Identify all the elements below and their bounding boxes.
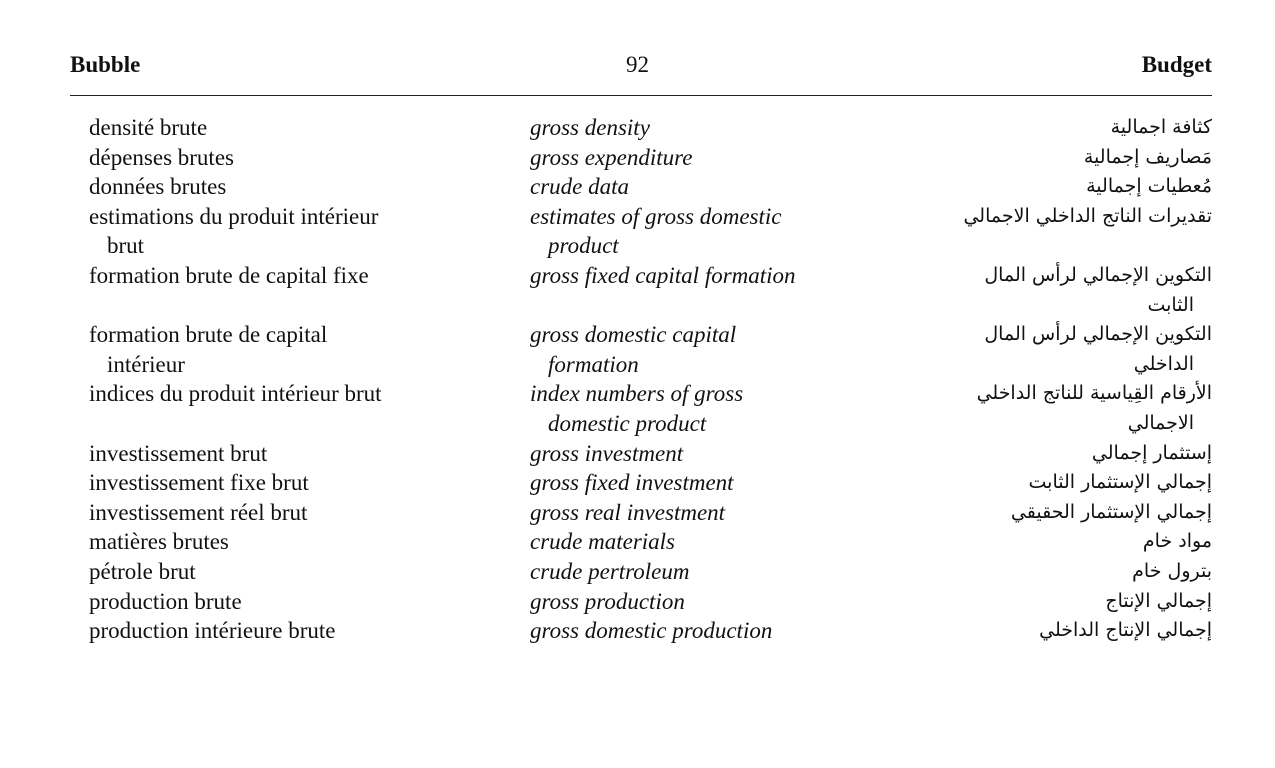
french-term-line: investissement brut bbox=[89, 440, 268, 466]
dictionary-entry bbox=[0, 261, 1275, 320]
english-term-line: formation bbox=[548, 351, 639, 377]
english-term-line: gross production bbox=[530, 588, 685, 614]
french-term bbox=[89, 616, 489, 646]
arabic-term-line: بترول خام bbox=[1132, 559, 1212, 582]
french-term-line: brut bbox=[107, 233, 145, 259]
dictionary-entry bbox=[0, 143, 1275, 173]
french-term-line: investissement réel brut bbox=[89, 499, 308, 525]
header-last-entry: Budget bbox=[1141, 52, 1212, 77]
arabic-term bbox=[882, 439, 1212, 469]
dictionary-entry bbox=[0, 172, 1275, 202]
french-term-line: estimations du produit intérieur bbox=[89, 203, 379, 229]
french-term bbox=[89, 379, 489, 409]
arabic-term bbox=[882, 616, 1212, 646]
arabic-term bbox=[882, 261, 1212, 320]
english-term-line: gross real investment bbox=[530, 499, 726, 525]
french-term-line: densité brute bbox=[89, 115, 208, 140]
english-term-line: crude materials bbox=[530, 529, 676, 555]
arabic-term bbox=[882, 527, 1212, 557]
english-term bbox=[530, 172, 860, 202]
english-term bbox=[530, 616, 860, 646]
arabic-term-line: مَصاريف إجمالية bbox=[1083, 145, 1212, 168]
dictionary-entry bbox=[0, 468, 1275, 498]
french-term bbox=[89, 320, 489, 379]
arabic-term-line: إجمالي الإنتاج bbox=[1105, 589, 1212, 612]
arabic-term-line: التكوين الإجمالي لرأس المال bbox=[984, 263, 1212, 286]
french-term-line: pétrole brut bbox=[89, 558, 196, 584]
french-term-line: données brutes bbox=[89, 174, 227, 200]
arabic-term-line: إجمالي الإستثمار الثابت bbox=[1028, 471, 1212, 494]
dictionary-entry bbox=[0, 202, 1275, 261]
page-number: 92 bbox=[626, 52, 649, 77]
english-term-line: estimates of gross domestic bbox=[530, 203, 782, 229]
dictionary-entry bbox=[0, 320, 1275, 379]
french-term bbox=[89, 261, 489, 291]
arabic-term bbox=[882, 320, 1212, 379]
english-term bbox=[530, 468, 860, 498]
arabic-term bbox=[882, 143, 1212, 173]
dictionary-entry bbox=[0, 557, 1275, 587]
english-term bbox=[530, 557, 860, 587]
entry-list bbox=[0, 113, 1275, 646]
arabic-term-line: الداخلي bbox=[1133, 352, 1194, 375]
arabic-term bbox=[882, 113, 1212, 143]
arabic-term bbox=[882, 557, 1212, 587]
french-term bbox=[89, 557, 489, 587]
english-term-line: crude pertroleum bbox=[530, 558, 690, 584]
arabic-term-line: مُعطيات إجمالية bbox=[1086, 175, 1212, 198]
french-term bbox=[89, 172, 489, 202]
french-term-line: investissement fixe brut bbox=[89, 470, 309, 496]
arabic-term bbox=[882, 468, 1212, 498]
arabic-term-line: التكوين الإجمالي لرأس المال bbox=[984, 323, 1212, 346]
dictionary-entry bbox=[0, 616, 1275, 646]
english-term-line: gross fixed capital formation bbox=[530, 262, 796, 288]
french-term-line: formation brute de capital bbox=[89, 322, 328, 348]
french-term-line: matières brutes bbox=[89, 529, 229, 555]
english-term-line: gross domestic capital bbox=[530, 322, 737, 348]
english-term bbox=[530, 202, 860, 261]
arabic-term bbox=[882, 202, 1212, 232]
english-term bbox=[530, 587, 860, 617]
french-term bbox=[89, 439, 489, 469]
arabic-term-line: الثابت bbox=[1147, 293, 1194, 316]
english-term-line: gross investment bbox=[530, 440, 684, 466]
english-term-line: product bbox=[548, 233, 619, 259]
english-term bbox=[530, 379, 860, 438]
french-term-line: indices du produit intérieur brut bbox=[89, 381, 382, 407]
english-term bbox=[530, 439, 860, 469]
running-head bbox=[70, 52, 1212, 88]
arabic-term-line: كثافة اجمالية bbox=[1110, 116, 1212, 138]
english-term bbox=[530, 527, 860, 557]
arabic-term bbox=[882, 172, 1212, 202]
english-term bbox=[530, 143, 860, 173]
arabic-term bbox=[882, 587, 1212, 617]
french-term bbox=[89, 113, 489, 143]
arabic-term bbox=[882, 379, 1212, 438]
arabic-term-line: مواد خام bbox=[1142, 530, 1212, 553]
dictionary-entry bbox=[0, 439, 1275, 469]
arabic-term-line: الاجمالي bbox=[1127, 411, 1194, 434]
french-term-line: production brute bbox=[89, 588, 242, 614]
arabic-term-line: إستثمار إجمالي bbox=[1091, 441, 1212, 464]
arabic-term-line: إجمالي الإستثمار الحقيقي bbox=[1010, 500, 1212, 523]
french-term bbox=[89, 498, 489, 528]
french-term-line: production intérieure brute bbox=[89, 618, 336, 644]
dictionary-entry bbox=[0, 498, 1275, 528]
french-term bbox=[89, 143, 489, 173]
english-term bbox=[530, 498, 860, 528]
dictionary-entry bbox=[0, 379, 1275, 438]
dictionary-entry bbox=[0, 587, 1275, 617]
dictionary-entry bbox=[0, 113, 1275, 143]
arabic-term-line: إجمالي الإنتاج الداخلي bbox=[1039, 619, 1212, 642]
english-term bbox=[530, 113, 860, 143]
header-rule bbox=[70, 95, 1212, 96]
french-term bbox=[89, 468, 489, 498]
english-term bbox=[530, 261, 860, 291]
english-term bbox=[530, 320, 860, 379]
english-term-line: gross expenditure bbox=[530, 144, 693, 170]
english-term-line: gross domestic production bbox=[530, 618, 773, 644]
french-term bbox=[89, 587, 489, 617]
dictionary-entry bbox=[0, 527, 1275, 557]
english-term-line: domestic product bbox=[548, 410, 707, 436]
arabic-term-line: الأرقام القِياسية للناتج الداخلي bbox=[976, 382, 1212, 405]
arabic-term-line: تقديرات الناتج الداخلي الاجمالي bbox=[963, 204, 1212, 227]
english-term-line: gross density bbox=[530, 115, 650, 140]
french-term-line: formation brute de capital fixe bbox=[89, 262, 369, 288]
french-term-line: intérieur bbox=[107, 351, 185, 377]
french-term-line: dépenses brutes bbox=[89, 144, 234, 170]
header-first-entry: Bubble bbox=[70, 52, 141, 77]
arabic-term bbox=[882, 498, 1212, 528]
french-term bbox=[89, 202, 489, 261]
english-term-line: gross fixed investment bbox=[530, 470, 734, 496]
english-term-line: crude data bbox=[530, 174, 630, 200]
english-term-line: index numbers of gross bbox=[530, 381, 744, 407]
french-term bbox=[89, 527, 489, 557]
